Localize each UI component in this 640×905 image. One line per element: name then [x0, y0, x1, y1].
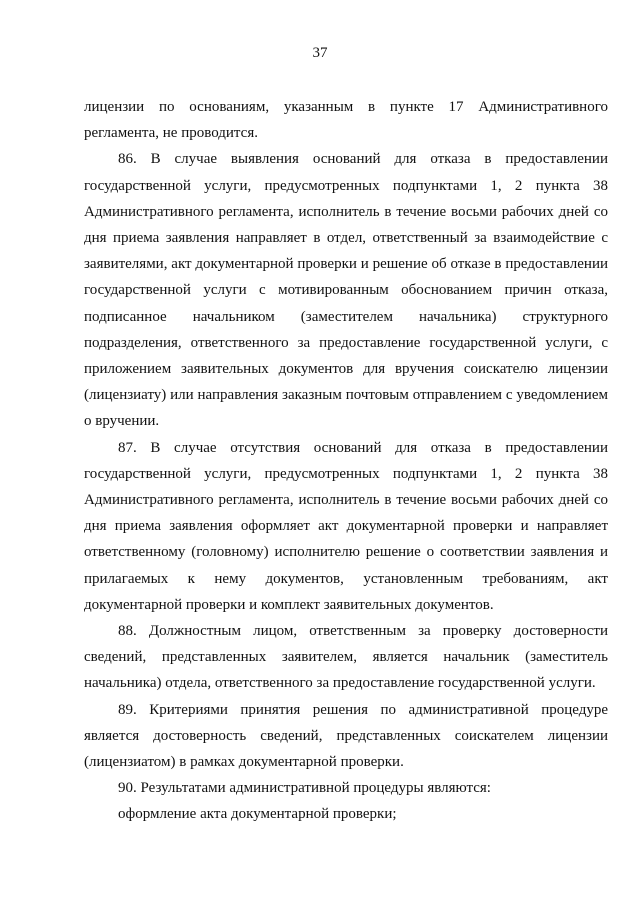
paragraph-90: 90. Результатами административной процедуры являются:	[118, 780, 491, 797]
paragraph-87: 87. В случае отсутствия оснований для отказа в предоставлении государственной услуги, предусмотренных подпунктами 1, 2 пункта 38 Административного регламента, исполнитель в течение восьми рабочих дней со дня приема заявления оформляет акт документарной проверки и направляет ответственному (головному) исполнителю решение о соответствии заявления и прилагаемых к нему документов, установленным требованиям, акт документарной проверки и комплект заявительных документов.	[84, 439, 608, 613]
paragraph-89: 89. Критериями принятия решения по административной процедуре является достоверность сведений, представленных соискателем лицензии (лицензиатом) в рамках документарной проверки.	[84, 701, 608, 771]
paragraph-86: 86. В случае выявления оснований для отказа в предоставлении государственной услуги, предусмотренных подпунктами 1, 2 пункта 38 Административного регламента, исполнитель в течение восьми рабочих дней со дня приема заявления направляет в отдел, ответственный за взаимодействие с заявителями, акт документарной проверки и решение об отказе в предоставлении государственной услуги с мотивированным обоснованием причин отказа, подписанное начальником (заместителем начальника) структурного подразделения, ответственного за предоставление государственной услуги, с приложением заявительных документов для вручения соискателю лицензии (лицензиату) или направления заказным почтовым отправлением с уведомлением о вручении.	[84, 151, 608, 430]
page-number: 37	[312, 45, 328, 61]
paragraph-90-item: оформление акта документарной проверки;	[118, 806, 397, 823]
document-body	[84, 94, 608, 828]
paragraph-continuation: лицензии по основаниям, указанным в пункте 17 Административного регламента, не проводится.	[84, 99, 608, 142]
paragraph-88: 88. Должностным лицом, ответственным за проверку достоверности сведений, представленных заявителем, является начальник (заместитель начальника) отдела, ответственного за предоставление государственной услуги.	[84, 623, 608, 692]
